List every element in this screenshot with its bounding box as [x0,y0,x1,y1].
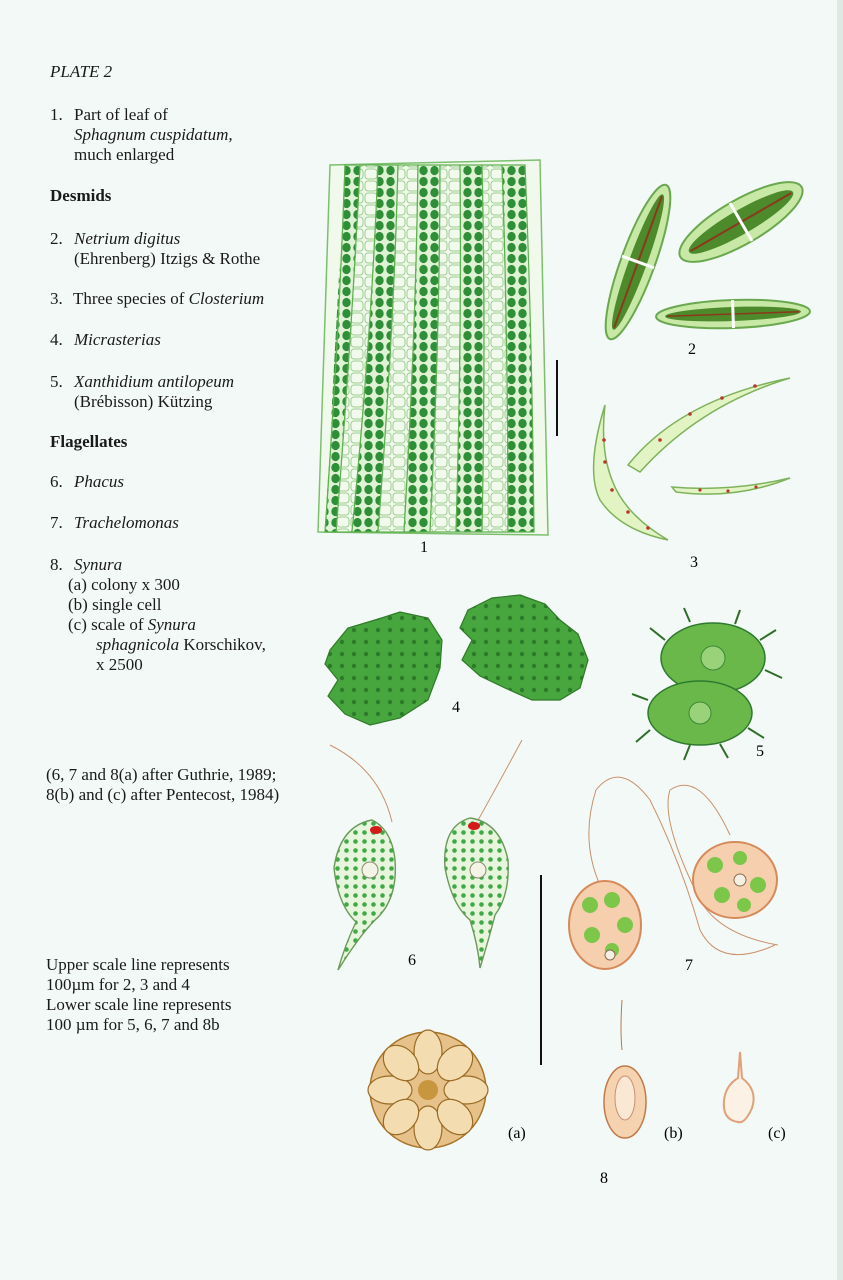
figure-8a-label: (a) [508,1125,526,1142]
item-8-c-genus: Synura [147,615,196,634]
item-8-c-author: Korschikov, [179,635,266,654]
item-4-text: Micrasterias [74,330,161,349]
item-1-line2: Sphagnum cuspidatum, [74,125,233,144]
item-6-text: Phacus [74,472,125,491]
item-7-number: 7. [50,513,63,532]
figure-8b-label: (b) [664,1125,683,1142]
item-3-genus: Closterium [188,289,265,308]
plate-title: PLATE 2 [50,62,113,81]
figure-8c-synura-scale [724,1052,754,1122]
figure-2-netrium [594,168,813,345]
figure-7-trachelomonas [569,777,778,969]
item-5-line2: (Brébisson) Kützing [74,392,213,411]
figure-5-xanthidium [632,608,782,760]
heading-flagellates: Flagellates [50,432,128,451]
figure-8b-synura-cell [604,1000,646,1138]
item-8-b: (b) single cell [68,595,162,614]
credits-line2: 8(b) and (c) after Pentecost, 1984) [46,785,280,804]
item-8-a: (a) colony x 300 [68,575,180,594]
item-4-number: 4. [50,330,63,349]
item-5-line1: Xanthidium antilopeum [74,372,235,391]
scale-note-line4: 100 µm for 5, 6, 7 and 8b [46,1015,220,1034]
figure-8-label: 8 [600,1170,608,1187]
item-8-number: 8. [50,555,63,574]
item-8-c-text: (c) scale of [68,615,148,634]
item-1-number: 1. [50,105,63,124]
figure-3-closterium [594,378,790,540]
figure-6-phacus [330,740,522,970]
figure-1-sphagnum-leaf [318,160,548,535]
item-8-c-line3: x 2500 [96,655,143,674]
item-3-text: Three species of [73,289,189,308]
figure-5-label: 5 [756,743,764,760]
item-5-number: 5. [50,372,63,391]
item-2-line2: (Ehrenberg) Itzigs & Rothe [74,249,261,268]
item-3-number: 3. [50,289,63,308]
figure-6-label: 6 [408,952,416,969]
item-2-line1: Netrium digitus [74,229,181,248]
figure-2-label: 2 [688,341,696,358]
page-edge [837,0,843,1280]
figure-8c-label: (c) [768,1125,786,1142]
scale-note-line2: 100µm for 2, 3 and 4 [46,975,190,994]
item-6-number: 6. [50,472,63,491]
item-7-text: Trachelomonas [74,513,179,532]
credits-line1: (6, 7 and 8(a) after Guthrie, 1989; [46,765,277,784]
heading-desmids: Desmids [50,186,112,205]
item-2-number: 2. [50,229,63,248]
item-1-line3: much enlarged [74,145,175,164]
figure-7-label: 7 [685,957,693,974]
item-8-c-species: sphagnicola [96,635,180,654]
figure-3-label: 3 [690,554,698,571]
figure-4-label: 4 [452,699,460,716]
item-1-line1: Part of leaf of [74,105,168,124]
figure-1-label: 1 [420,539,428,556]
scale-note-line1: Upper scale line represents [46,955,230,974]
scale-note-line3: Lower scale line represents [46,995,232,1014]
figure-8a-synura-colony [368,1030,488,1150]
item-8-genus: Synura [74,555,123,574]
